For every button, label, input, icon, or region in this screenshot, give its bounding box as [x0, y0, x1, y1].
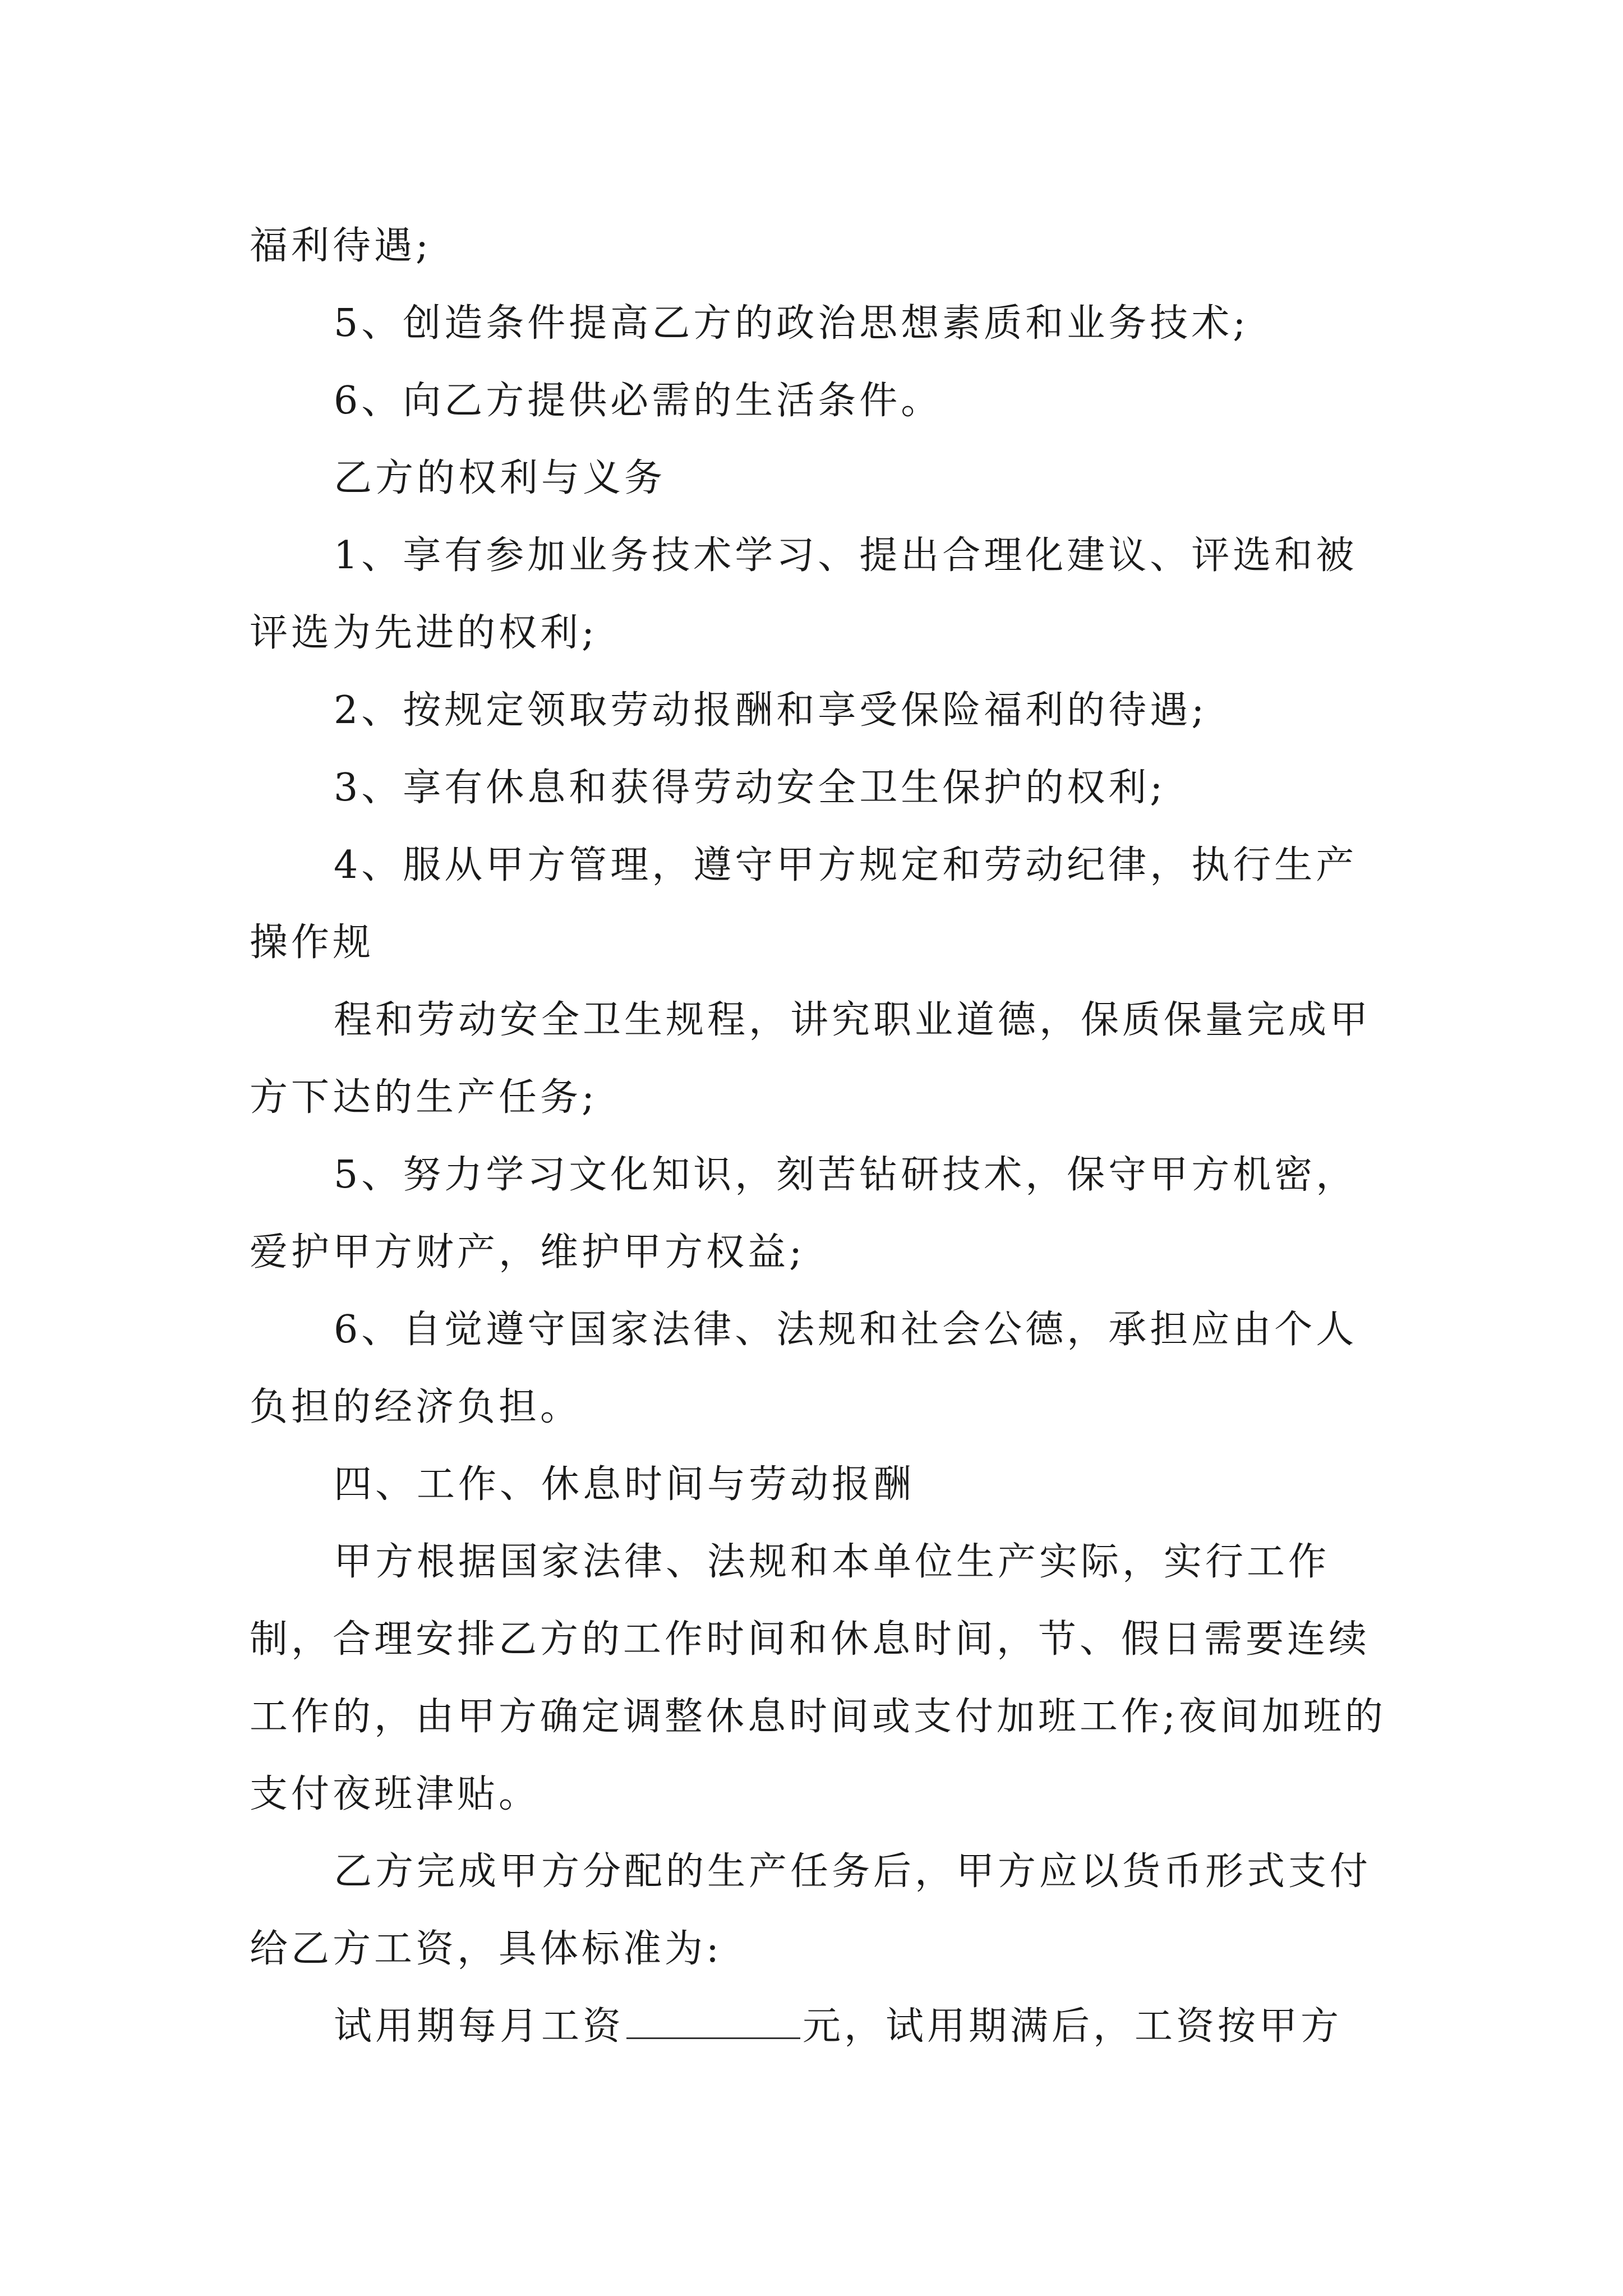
paragraph-4: 1、享有参加业务技术学习、提出合理化建议、评选和被评选为先进的权利;	[250, 533, 1358, 655]
salary-blank-field	[626, 2004, 800, 2039]
salary-text-after: 元，试用期满后，工资按甲方	[803, 2004, 1343, 2049]
section-heading-work-hours: 四、工作、休息时间与劳动报酬	[334, 1462, 915, 1507]
paragraph-7: 4、服从甲方管理，遵守甲方规定和劳动纪律，执行生产操作规	[250, 843, 1358, 965]
paragraph-9: 5、努力学习文化知识，刻苦钻研技术，保守甲方机密，爱护甲方财产，维护甲方权益;	[250, 1153, 1358, 1274]
paragraph-6: 3、享有休息和获得劳动安全卫生保护的权利;	[334, 766, 1166, 810]
paragraph-13: 乙方完成甲方分配的生产任务后，甲方应以货币形式支付给乙方工资，具体标准为:	[250, 1849, 1372, 1971]
paragraph-5: 2、按规定领取劳动报酬和享受保险福利的待遇;	[334, 688, 1208, 733]
paragraph-10: 6、自觉遵守国家法律、法规和社会公德，承担应由个人负担的经济负担。	[250, 1308, 1358, 1429]
paragraph-0: 福利待遇;	[250, 224, 432, 268]
section-heading-party-b-rights: 乙方的权利与义务	[334, 456, 666, 500]
paragraph-12: 甲方根据国家法律、法规和本单位生产实际，实行工作制，合理安排乙方的工作时间和休息时间，节、假日需要连续工作的，由甲方确定调整休息时间或支付加班工作;夜间加班的支付夜班津贴。	[250, 1540, 1386, 1816]
paragraph-8: 程和劳动安全卫生规程，讲究职业道德，保质保量完成甲方下达的生产任务;	[250, 998, 1372, 1120]
paragraph-2: 6、向乙方提供必需的生活条件。	[334, 379, 943, 423]
paragraph-1: 5、创造条件提高乙方的政治思想素质和业务技术;	[334, 301, 1249, 346]
paragraph-salary	[250, 1988, 1388, 2065]
salary-text-before: 试用期每月工资	[334, 2004, 625, 2049]
document-body	[250, 208, 1388, 2065]
